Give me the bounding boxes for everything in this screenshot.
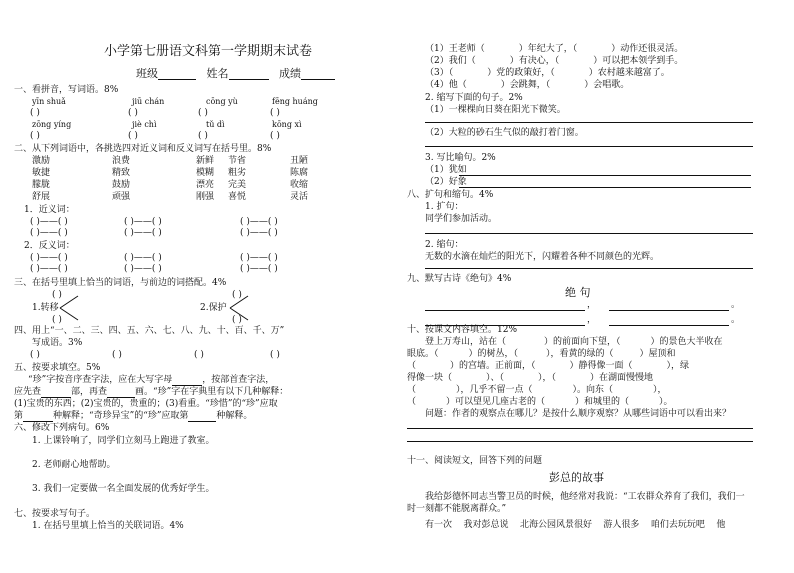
answer-line[interactable] — [459, 187, 751, 188]
text: （ — [407, 385, 417, 395]
section6-heading: 六、修改下列病句。6% — [14, 423, 110, 433]
pinyin-5: zōng yíng — [32, 120, 72, 129]
pair-blank[interactable]: ( )——( ) — [124, 253, 162, 263]
word: 完美 — [228, 180, 247, 190]
fill-line-5 — [407, 385, 667, 396]
text: 眼底。（ — [407, 349, 439, 359]
word-protect: 2.保护 — [200, 303, 227, 313]
simile-q1: （1）犹如 — [425, 165, 467, 175]
fill-line-1 — [425, 337, 723, 348]
pair-blank[interactable]: ( )——( ) — [124, 228, 162, 238]
story-title: 彭总的故事 — [549, 471, 604, 484]
pair-blank[interactable]: ( )——( ) — [30, 264, 68, 274]
word: 灵活 — [290, 192, 309, 202]
shorten-q2: （2）大粒的砂石生气似的敲打着门窗。 — [425, 128, 584, 138]
blank[interactable] — [172, 375, 202, 386]
text: ）静得像一面（ — [569, 361, 633, 371]
poem-line[interactable] — [609, 310, 729, 311]
poem-line[interactable] — [609, 325, 729, 326]
text: ）， — [653, 385, 667, 395]
text: （1）王老师（ — [425, 44, 485, 54]
text: 画。“珍”字在字典里有以下几种解释： — [135, 387, 289, 397]
word: 新鲜 — [196, 156, 215, 166]
answer-paren[interactable]: ( ) — [270, 108, 280, 118]
s5-line2 — [14, 387, 288, 398]
blank[interactable] — [23, 411, 53, 422]
pinyin-2: jiū chán — [132, 97, 165, 106]
answer-line[interactable] — [459, 175, 751, 176]
right-column — [397, 0, 794, 573]
word: 喜悦 — [228, 192, 247, 202]
section1-heading: 一、看拼音，写词语。8% — [14, 85, 119, 95]
word: 鼓励 — [112, 180, 131, 190]
word: 浪费 — [112, 156, 131, 166]
s5-line4 — [14, 411, 252, 422]
word: 精致 — [112, 168, 131, 178]
condense-label: 2. 缩句： — [425, 240, 464, 250]
answer-paren[interactable]: ( ) — [112, 350, 122, 360]
conj-line-4 — [425, 80, 629, 91]
fill-line-2 — [407, 349, 676, 360]
story-para-3 — [425, 520, 725, 531]
fill-line-4 — [407, 373, 653, 384]
pair-blank[interactable]: ( )——( ) — [124, 264, 162, 274]
expand-label: 1. 扩句： — [425, 202, 464, 212]
comma: ， — [587, 300, 597, 310]
pair-blank[interactable]: ( )——( ) — [240, 264, 278, 274]
pair-blank[interactable]: ( )——( ) — [30, 228, 68, 238]
word: 舒展 — [32, 192, 51, 202]
section4-heading-cont: 写成语。3% — [32, 338, 83, 348]
sick-sentence-1: 1. 上课铃响了，同学们立刻马上跑进了教室。 — [32, 436, 215, 446]
text: “珍”字按音序查字法，应在大写字母 — [28, 375, 173, 385]
text: ）农村越来越富了。 — [588, 68, 670, 78]
shorten-heading: 2. 缩写下面的句子。2% — [425, 93, 523, 103]
blank[interactable] — [107, 387, 135, 398]
section5-heading: 五、按要求填空。5% — [14, 363, 101, 373]
condense-sentence: 无数的水滴在灿烂的阳光下，闪耀着各种不同颜色的光辉。 — [425, 252, 660, 262]
answer-line[interactable] — [425, 122, 753, 123]
pair-blank[interactable]: ( )——( ) — [240, 253, 278, 263]
word: 陈腐 — [290, 168, 309, 178]
text: 部，再查 — [71, 387, 108, 397]
text: ）的树丛，（ — [468, 349, 519, 359]
conj-line-1 — [425, 44, 683, 55]
text: ），几乎不留一点（ — [456, 385, 533, 395]
text: 登上万寿山，站在（ — [425, 337, 507, 347]
word: 朦胧 — [32, 180, 51, 190]
sick-sentence-3: 3. 我们一定要做一名全面发展的优秀好学生。 — [32, 484, 215, 494]
text: 他 — [716, 520, 726, 530]
text: 第 — [14, 411, 24, 421]
text: （2）我们（ — [425, 56, 476, 66]
answer-paren[interactable]: ( ) — [30, 350, 40, 360]
pinyin-6: jiè chì — [132, 120, 157, 129]
text: ）的景色大半收在 — [650, 337, 723, 347]
pinyin-4: fēng huáng — [272, 97, 318, 106]
pair-blank[interactable]: ( )——( ) — [240, 228, 278, 238]
text: ）和城里的（ — [575, 397, 630, 407]
text: 游人很多 — [603, 520, 640, 530]
word: 顽强 — [112, 192, 131, 202]
section7-heading: 七、按要求写句子。 — [14, 509, 96, 519]
fill-line-6 — [407, 397, 673, 408]
text: 有一次 — [425, 520, 453, 530]
section11-heading: 十一、阅读短文，回答下列的问题 — [407, 456, 543, 466]
word-transfer: 1.转移 — [32, 303, 59, 313]
word: 漂亮 — [196, 180, 215, 190]
text: ，按部首查字法， — [202, 375, 275, 385]
text: ）党的政策好，（ — [487, 68, 555, 78]
answer-paren[interactable]: ( ) — [30, 131, 40, 141]
section10-question: 问题：作者的观察点在哪儿？是按什么顺序观察？从哪些词语中可以看出来？ — [425, 409, 732, 419]
answer-line[interactable] — [407, 441, 753, 442]
text: ），绿 — [666, 361, 690, 371]
sick-sentence-2: 2. 老师耐心地帮助。 — [32, 460, 116, 470]
text: 得像一块（ — [407, 373, 453, 383]
text: ）、（ — [486, 373, 505, 383]
comma: ， — [587, 315, 597, 325]
text: ），看黄的绿的（ — [546, 349, 614, 359]
word: 节省 — [228, 156, 247, 166]
section9-heading: 九、默写古诗《绝句》4% — [407, 274, 512, 284]
answer-paren[interactable]: ( ) — [128, 108, 138, 118]
section2-heading: 二、从下列词语中，各挑选四对近义词和反义词写在括号里。8% — [14, 144, 272, 154]
period: 。 — [731, 315, 741, 325]
pinyin-7: tǔ dì — [206, 120, 225, 129]
text: 种解释；“奇珍异宝”的“珍”应取第 — [53, 411, 189, 421]
text: 应先查 — [14, 387, 42, 397]
s5-line3: (1)宝贵的东西；(2)宝贵的，贵重的；(3)看重。“珍惜”的“珍”应取 — [14, 399, 278, 409]
section8-heading: 八、扩句和缩句。4% — [407, 190, 494, 200]
answer-line[interactable] — [407, 428, 753, 429]
word: 收缩 — [290, 180, 309, 190]
text: （ — [407, 397, 417, 407]
text: ）在湖面慢慢地 — [590, 373, 654, 383]
conj-line-3 — [425, 68, 670, 79]
score-label: 成绩 — [279, 67, 301, 80]
text: ）动作还很灵活。 — [611, 44, 684, 54]
answer-paren[interactable]: ( ) — [270, 350, 280, 360]
poem-title: 绝 句 — [565, 286, 591, 299]
period: 。 — [731, 300, 741, 310]
pair-blank[interactable]: ( )——( ) — [30, 217, 68, 227]
text: （ — [407, 361, 417, 371]
antonym-label: 2．反义词： — [24, 241, 75, 251]
text: ）会跳舞，（ — [500, 80, 551, 90]
pinyin-8: kōng xì — [272, 120, 302, 129]
pair-blank[interactable]: ( )——( ) — [30, 253, 68, 263]
section10-heading: 十、按课文内容填空。12% — [407, 325, 518, 335]
blank[interactable] — [41, 387, 71, 398]
text: ）的宫墙。正前面，（ — [450, 361, 536, 371]
text: ）可以把本领学到手。 — [593, 56, 684, 66]
answer-line[interactable] — [425, 268, 753, 269]
text: ）会唱歌。 — [584, 80, 630, 90]
section4-heading: 四、用上“一、二、三、四、五、六、七、八、九、十、百、千、万” — [14, 326, 285, 336]
text: ）年纪大了，（ — [518, 44, 578, 54]
word: 刚强 — [196, 192, 215, 202]
poem-line[interactable] — [425, 310, 585, 311]
pair-blank[interactable]: ( )——( ) — [124, 217, 162, 227]
class-label: 班级 — [136, 67, 158, 80]
answer-paren[interactable]: ( ) — [198, 108, 208, 118]
answer-paren[interactable]: ( ) — [232, 290, 242, 300]
answer-paren[interactable]: ( ) — [52, 315, 62, 325]
blank[interactable] — [188, 411, 216, 422]
exam-title: 小学第七册语文科第一学期期末试卷 — [104, 44, 313, 59]
story-para-2: 时一刻都不能脱离群众。” — [407, 504, 507, 514]
simile-heading: 3. 写比喻句。2% — [425, 153, 496, 163]
text: 北海公园风景很好 — [519, 520, 592, 530]
pinyin-3: cōng yù — [206, 97, 238, 106]
section3-heading: 三、在括号里填上恰当的词语，与前边的词搭配。4% — [14, 278, 227, 288]
answer-paren[interactable]: ( ) — [194, 350, 204, 360]
name-label: 姓名 — [206, 67, 229, 80]
simile-q2: （2）好象 — [425, 177, 467, 187]
text: 我对彭总说 — [463, 520, 509, 530]
fill-line-3 — [407, 361, 689, 372]
text: ），（ — [538, 373, 557, 383]
text: （3）（ — [425, 68, 454, 78]
text: （4）他（ — [425, 80, 467, 90]
text: 咱们去玩玩吧 — [650, 520, 705, 530]
synonym-label: 1．近义词： — [24, 205, 75, 215]
text: ）有决心，（ — [509, 56, 560, 66]
answer-paren[interactable]: ( ) — [30, 108, 40, 118]
text: ）。向东（ — [572, 385, 614, 395]
text: ）可以望见几座古老的（ — [446, 397, 546, 407]
answer-paren[interactable]: ( ) — [198, 131, 208, 141]
answer-paren[interactable]: ( ) — [232, 315, 242, 325]
word: 粗劣 — [228, 168, 247, 178]
answer-line[interactable] — [425, 233, 753, 234]
s5-line1 — [28, 375, 274, 386]
text: ）屋顶和 — [639, 349, 676, 359]
answer-line[interactable] — [425, 146, 753, 147]
section7-q1: 1. 在括号里填上恰当的关联词语。4% — [32, 521, 184, 531]
conj-line-2 — [425, 56, 683, 67]
word: 丑陋 — [290, 156, 309, 166]
expand-sentence: 同学们参加活动。 — [425, 214, 498, 224]
shorten-q1: （1）一棵棵向日葵在阳光下微笑。 — [425, 105, 566, 115]
text: ）。 — [659, 397, 673, 407]
answer-paren[interactable]: ( ) — [128, 131, 138, 141]
text: ）的前面向下望，（ — [544, 337, 621, 347]
pair-blank[interactable]: ( )——( ) — [240, 217, 278, 227]
word: 敏捷 — [32, 168, 51, 178]
answer-paren[interactable]: ( ) — [270, 131, 280, 141]
word: 模糊 — [196, 168, 215, 178]
answer-paren[interactable]: ( ) — [52, 290, 62, 300]
pinyin-1: yīn shuǎ — [32, 97, 66, 106]
story-para-1: 我给彭德怀同志当警卫员的时候，他经常对我说：“工农群众养育了我们，我们一 — [425, 492, 745, 502]
text: 种解释。 — [216, 411, 253, 421]
word: 激励 — [32, 156, 51, 166]
